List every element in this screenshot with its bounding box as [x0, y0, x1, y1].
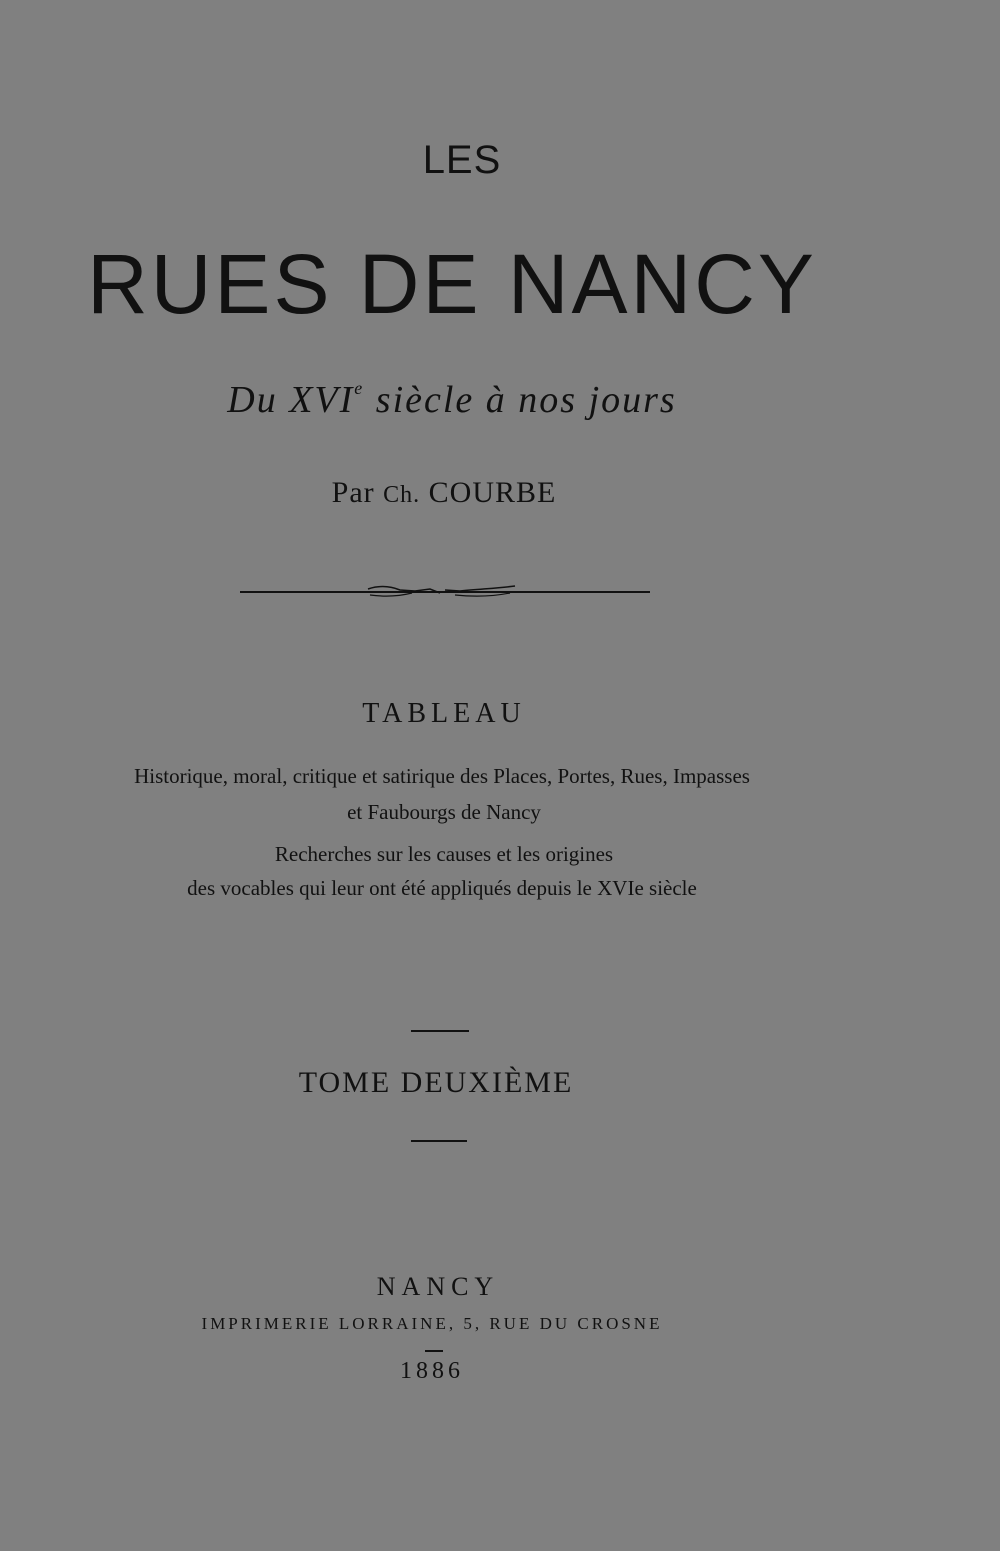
author-initial: Ch.: [383, 482, 421, 508]
author-line: [0, 476, 944, 510]
subtitle-suffix: siècle à nos jours: [364, 379, 677, 421]
subtitle-superscript: e: [354, 378, 365, 398]
subtitle: [0, 378, 952, 422]
ornament-divider: [240, 583, 650, 599]
tome-heading: TOME DEUXIÈME: [298, 1066, 574, 1099]
short-rule-top: [411, 1030, 469, 1032]
author-name: COURBE: [420, 476, 557, 509]
author-prefix: Par: [331, 476, 384, 509]
description-line-1: Historique, moral, critique et satirique des Places, Portes, Rues, Impasses: [134, 764, 750, 788]
title-les: LES: [422, 138, 502, 182]
description-line-4: des vocables qui leur ont été appliqués depuis le XVIe siècle: [187, 876, 697, 900]
description-line-2: et Faubourgs de Nancy: [347, 800, 541, 824]
imprint-printer: IMPRIMERIE LORRAINE, 5, RUE DU CROSNE: [201, 1314, 663, 1333]
imprint-city: NANCY: [376, 1272, 500, 1301]
tableau-heading: TABLEAU: [362, 698, 526, 729]
year-rule: [425, 1350, 443, 1352]
main-title: RUES DE NANCY: [87, 237, 817, 331]
short-rule-bottom: [411, 1140, 467, 1142]
description-line-3: Recherches sur les causes et les origines: [274, 842, 614, 866]
imprint-year: 1886: [400, 1358, 464, 1384]
subtitle-prefix: Du XVI: [227, 379, 355, 421]
